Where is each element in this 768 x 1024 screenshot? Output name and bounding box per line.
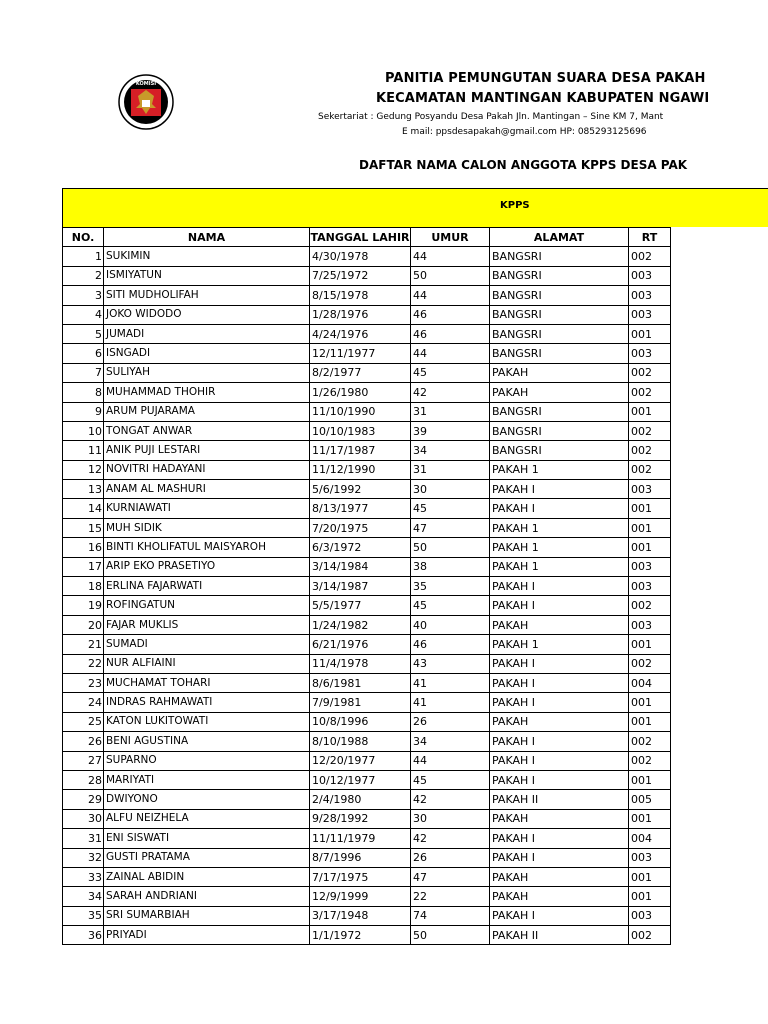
cell-rt: 002 xyxy=(629,751,671,770)
cell-tanggal-lahir: 10/10/1983 xyxy=(310,421,411,440)
cell-umur: 40 xyxy=(411,615,490,634)
cell-umur: 46 xyxy=(411,635,490,654)
cell-tanggal-lahir: 11/11/1979 xyxy=(310,829,411,848)
cell-rt: 001 xyxy=(629,712,671,731)
cell-tanggal-lahir: 8/15/1978 xyxy=(310,286,411,305)
cell-tanggal-lahir: 7/9/1981 xyxy=(310,693,411,712)
cell-rt: 002 xyxy=(629,732,671,751)
cell-rt: 003 xyxy=(629,577,671,596)
cell-rt: 003 xyxy=(629,615,671,634)
cell-rt: 003 xyxy=(629,906,671,925)
cell-tanggal-lahir: 6/21/1976 xyxy=(310,635,411,654)
cell-alamat: PAKAH I xyxy=(490,577,629,596)
cell-tanggal-lahir: 4/24/1976 xyxy=(310,324,411,343)
cell-no: 35 xyxy=(63,906,104,925)
cell-umur: 42 xyxy=(411,790,490,809)
cell-umur: 45 xyxy=(411,499,490,518)
cell-no: 14 xyxy=(63,499,104,518)
cell-tanggal-lahir: 10/8/1996 xyxy=(310,712,411,731)
cell-tanggal-lahir: 1/26/1980 xyxy=(310,383,411,402)
table-row xyxy=(63,712,671,731)
cell-rt: 001 xyxy=(629,324,671,343)
cell-nama: SUKIMIN xyxy=(104,247,310,266)
cell-alamat: PAKAH 1 xyxy=(490,460,629,479)
cell-umur: 44 xyxy=(411,751,490,770)
table-row xyxy=(63,829,671,848)
table-row xyxy=(63,615,671,634)
cell-alamat: PAKAH I xyxy=(490,480,629,499)
cell-no: 19 xyxy=(63,596,104,615)
cell-no: 10 xyxy=(63,421,104,440)
cell-no: 26 xyxy=(63,732,104,751)
cell-tanggal-lahir: 1/24/1982 xyxy=(310,615,411,634)
cell-alamat: PAKAH I xyxy=(490,693,629,712)
table-row xyxy=(63,790,671,809)
cell-tanggal-lahir: 7/20/1975 xyxy=(310,518,411,537)
cell-no: 12 xyxy=(63,460,104,479)
cell-alamat: BANGSRI xyxy=(490,266,629,285)
cell-nama: SITI MUDHOLIFAH xyxy=(104,286,310,305)
cell-tanggal-lahir: 7/17/1975 xyxy=(310,867,411,886)
cell-rt: 002 xyxy=(629,596,671,615)
kpps-band xyxy=(62,188,768,227)
cell-nama: ALFU NEIZHELA xyxy=(104,809,310,828)
cell-alamat: PAKAH xyxy=(490,615,629,634)
cell-tanggal-lahir: 9/28/1992 xyxy=(310,809,411,828)
cell-tanggal-lahir: 5/6/1992 xyxy=(310,480,411,499)
cell-umur: 39 xyxy=(411,421,490,440)
cell-umur: 30 xyxy=(411,480,490,499)
cell-alamat: PAKAH I xyxy=(490,906,629,925)
cell-no: 8 xyxy=(63,383,104,402)
col-header-no: NO. xyxy=(63,228,104,247)
cell-alamat: PAKAH xyxy=(490,363,629,382)
cell-no: 7 xyxy=(63,363,104,382)
table-row xyxy=(63,577,671,596)
table-row xyxy=(63,344,671,363)
cell-alamat: PAKAH I xyxy=(490,732,629,751)
cell-nama: MUHAMMAD THOHIR xyxy=(104,383,310,402)
cell-no: 22 xyxy=(63,654,104,673)
table-row xyxy=(63,499,671,518)
cell-nama: SRI SUMARBIAH xyxy=(104,906,310,925)
table-row xyxy=(63,654,671,673)
table-frame-left xyxy=(62,188,63,227)
cell-nama: ROFINGATUN xyxy=(104,596,310,615)
cell-rt: 002 xyxy=(629,363,671,382)
cell-nama: ANIK PUJI LESTARI xyxy=(104,441,310,460)
cell-nama: JUMADI xyxy=(104,324,310,343)
table-row xyxy=(63,557,671,576)
cell-umur: 30 xyxy=(411,809,490,828)
cell-tanggal-lahir: 11/17/1987 xyxy=(310,441,411,460)
cell-tanggal-lahir: 8/10/1988 xyxy=(310,732,411,751)
cell-rt: 005 xyxy=(629,790,671,809)
col-header-alamat: ALAMAT xyxy=(490,228,629,247)
cell-nama: BINTI KHOLIFATUL MAISYAROH xyxy=(104,538,310,557)
cell-alamat: BANGSRI xyxy=(490,324,629,343)
cell-rt: 003 xyxy=(629,557,671,576)
cell-umur: 44 xyxy=(411,247,490,266)
cell-umur: 41 xyxy=(411,693,490,712)
header-address: Sekertariat : Gedung Posyandu Desa Pakah Jln. Mantingan – Sine KM 7, Mant xyxy=(318,112,664,122)
cell-umur: 46 xyxy=(411,324,490,343)
cell-rt: 003 xyxy=(629,286,671,305)
cell-tanggal-lahir: 12/11/1977 xyxy=(310,344,411,363)
cell-no: 3 xyxy=(63,286,104,305)
cell-umur: 44 xyxy=(411,344,490,363)
cell-nama: ANAM AL MASHURI xyxy=(104,480,310,499)
cell-rt: 001 xyxy=(629,809,671,828)
cell-nama: ERLINA FAJARWATI xyxy=(104,577,310,596)
cell-umur: 46 xyxy=(411,305,490,324)
cell-rt: 003 xyxy=(629,344,671,363)
kpu-logo-icon xyxy=(118,74,174,130)
cell-no: 4 xyxy=(63,305,104,324)
cell-tanggal-lahir: 3/14/1987 xyxy=(310,577,411,596)
cell-alamat: PAKAH I xyxy=(490,499,629,518)
cell-nama: SULIYAH xyxy=(104,363,310,382)
cell-rt: 003 xyxy=(629,266,671,285)
cell-no: 2 xyxy=(63,266,104,285)
cell-rt: 002 xyxy=(629,654,671,673)
table-row xyxy=(63,751,671,770)
cell-alamat: PAKAH I xyxy=(490,829,629,848)
cell-alamat: PAKAH 1 xyxy=(490,557,629,576)
col-header-rt: RT xyxy=(629,228,671,247)
cell-no: 17 xyxy=(63,557,104,576)
cell-tanggal-lahir: 3/14/1984 xyxy=(310,557,411,576)
cell-rt: 002 xyxy=(629,441,671,460)
table-row xyxy=(63,732,671,751)
cell-umur: 22 xyxy=(411,887,490,906)
cell-alamat: PAKAH I xyxy=(490,596,629,615)
table-row xyxy=(63,383,671,402)
cell-tanggal-lahir: 11/4/1978 xyxy=(310,654,411,673)
cell-no: 29 xyxy=(63,790,104,809)
cell-umur: 74 xyxy=(411,906,490,925)
cell-rt: 003 xyxy=(629,480,671,499)
table-row xyxy=(63,441,671,460)
cell-nama: SARAH ANDRIANI xyxy=(104,887,310,906)
cell-umur: 45 xyxy=(411,363,490,382)
cell-no: 6 xyxy=(63,344,104,363)
cell-nama: PRIYADI xyxy=(104,926,310,945)
cell-rt: 002 xyxy=(629,421,671,440)
table-header-row xyxy=(63,228,671,247)
cell-tanggal-lahir: 3/17/1948 xyxy=(310,906,411,925)
cell-tanggal-lahir: 5/5/1977 xyxy=(310,596,411,615)
cell-no: 36 xyxy=(63,926,104,945)
cell-no: 16 xyxy=(63,538,104,557)
cell-rt: 003 xyxy=(629,305,671,324)
cell-tanggal-lahir: 2/4/1980 xyxy=(310,790,411,809)
cell-tanggal-lahir: 1/1/1972 xyxy=(310,926,411,945)
cell-alamat: PAKAH I xyxy=(490,751,629,770)
cell-umur: 26 xyxy=(411,848,490,867)
cell-nama: MUCHAMAT TOHARI xyxy=(104,673,310,692)
cell-nama: NOVITRI HADAYANI xyxy=(104,460,310,479)
cell-rt: 001 xyxy=(629,538,671,557)
cell-nama: ENI SISWATI xyxy=(104,829,310,848)
cell-alamat: PAKAH xyxy=(490,887,629,906)
table-row xyxy=(63,848,671,867)
table-row xyxy=(63,247,671,266)
cell-umur: 50 xyxy=(411,538,490,557)
cell-rt: 001 xyxy=(629,402,671,421)
cell-nama: KATON LUKITOWATI xyxy=(104,712,310,731)
cell-alamat: PAKAH xyxy=(490,383,629,402)
cell-alamat: PAKAH xyxy=(490,867,629,886)
cell-umur: 26 xyxy=(411,712,490,731)
table-row xyxy=(63,926,671,945)
cell-nama: ISMIYATUN xyxy=(104,266,310,285)
cell-alamat: PAKAH xyxy=(490,712,629,731)
table-row xyxy=(63,693,671,712)
cell-no: 30 xyxy=(63,809,104,828)
cell-umur: 31 xyxy=(411,402,490,421)
table-row xyxy=(63,286,671,305)
cell-no: 28 xyxy=(63,770,104,789)
cell-alamat: PAKAH I xyxy=(490,770,629,789)
cell-tanggal-lahir: 8/7/1996 xyxy=(310,848,411,867)
cell-no: 21 xyxy=(63,635,104,654)
cell-alamat: BANGSRI xyxy=(490,344,629,363)
cell-tanggal-lahir: 1/28/1976 xyxy=(310,305,411,324)
table-row xyxy=(63,266,671,285)
cell-rt: 001 xyxy=(629,867,671,886)
cell-umur: 41 xyxy=(411,673,490,692)
table-row xyxy=(63,673,671,692)
cell-rt: 001 xyxy=(629,518,671,537)
cell-nama: NUR ALFIAINI xyxy=(104,654,310,673)
cell-no: 9 xyxy=(63,402,104,421)
cell-no: 33 xyxy=(63,867,104,886)
cell-nama: MARIYATI xyxy=(104,770,310,789)
table-row xyxy=(63,421,671,440)
cell-rt: 002 xyxy=(629,383,671,402)
table-row xyxy=(63,596,671,615)
cell-nama: ARIP EKO PRASETIYO xyxy=(104,557,310,576)
cell-tanggal-lahir: 10/12/1977 xyxy=(310,770,411,789)
cell-umur: 34 xyxy=(411,441,490,460)
section-label-kpps: KPPS xyxy=(500,200,530,211)
cell-nama: KURNIAWATI xyxy=(104,499,310,518)
table-row xyxy=(63,518,671,537)
cell-no: 13 xyxy=(63,480,104,499)
cell-umur: 47 xyxy=(411,518,490,537)
table-row xyxy=(63,538,671,557)
table-row xyxy=(63,770,671,789)
cell-no: 27 xyxy=(63,751,104,770)
cell-alamat: BANGSRI xyxy=(490,247,629,266)
table-row xyxy=(63,363,671,382)
cell-rt: 003 xyxy=(629,848,671,867)
cell-nama: ZAINAL ABIDIN xyxy=(104,867,310,886)
cell-no: 15 xyxy=(63,518,104,537)
table-row xyxy=(63,809,671,828)
cell-alamat: PAKAH xyxy=(490,809,629,828)
cell-umur: 50 xyxy=(411,266,490,285)
table-row xyxy=(63,906,671,925)
cell-nama: FAJAR MUKLIS xyxy=(104,615,310,634)
cell-alamat: PAKAH I xyxy=(490,673,629,692)
cell-no: 32 xyxy=(63,848,104,867)
cell-alamat: PAKAH I xyxy=(490,654,629,673)
cell-alamat: BANGSRI xyxy=(490,441,629,460)
table-row xyxy=(63,635,671,654)
cell-rt: 001 xyxy=(629,499,671,518)
cell-nama: BENI AGUSTINA xyxy=(104,732,310,751)
cell-rt: 001 xyxy=(629,770,671,789)
cell-no: 20 xyxy=(63,615,104,634)
cell-alamat: PAKAH 1 xyxy=(490,538,629,557)
cell-umur: 42 xyxy=(411,383,490,402)
cell-umur: 45 xyxy=(411,596,490,615)
cell-tanggal-lahir: 4/30/1978 xyxy=(310,247,411,266)
cell-rt: 001 xyxy=(629,693,671,712)
cell-tanggal-lahir: 7/25/1972 xyxy=(310,266,411,285)
table-frame-top xyxy=(62,188,768,189)
table-row xyxy=(63,480,671,499)
cell-tanggal-lahir: 11/12/1990 xyxy=(310,460,411,479)
cell-alamat: PAKAH II xyxy=(490,926,629,945)
cell-no: 24 xyxy=(63,693,104,712)
cell-alamat: BANGSRI xyxy=(490,421,629,440)
cell-nama: JOKO WIDODO xyxy=(104,305,310,324)
cell-umur: 50 xyxy=(411,926,490,945)
cell-tanggal-lahir: 6/3/1972 xyxy=(310,538,411,557)
header-contact: E mail: ppsdesapakah@gmail.com HP: 085293125696 xyxy=(402,127,647,137)
table-row xyxy=(63,402,671,421)
cell-nama: ISNGADI xyxy=(104,344,310,363)
logo-text-top: KOMISI xyxy=(135,81,157,87)
col-header-umur: UMUR xyxy=(411,228,490,247)
cell-umur: 47 xyxy=(411,867,490,886)
cell-no: 1 xyxy=(63,247,104,266)
header-line-2: KECAMATAN MANTINGAN KABUPATEN NGAWI xyxy=(376,91,710,106)
cell-nama: INDRAS RAHMAWATI xyxy=(104,693,310,712)
cell-alamat: PAKAH 1 xyxy=(490,635,629,654)
cell-tanggal-lahir: 11/10/1990 xyxy=(310,402,411,421)
cell-tanggal-lahir: 12/9/1999 xyxy=(310,887,411,906)
cell-alamat: BANGSRI xyxy=(490,305,629,324)
cell-rt: 002 xyxy=(629,926,671,945)
cell-rt: 001 xyxy=(629,887,671,906)
candidate-table xyxy=(62,227,671,945)
header-line-1: PANITIA PEMUNGUTAN SUARA DESA PAKAH xyxy=(385,71,706,86)
cell-tanggal-lahir: 12/20/1977 xyxy=(310,751,411,770)
cell-nama: SUPARNO xyxy=(104,751,310,770)
cell-umur: 38 xyxy=(411,557,490,576)
cell-no: 34 xyxy=(63,887,104,906)
cell-rt: 001 xyxy=(629,635,671,654)
cell-rt: 004 xyxy=(629,829,671,848)
table-body xyxy=(63,247,671,945)
cell-tanggal-lahir: 8/2/1977 xyxy=(310,363,411,382)
cell-nama: ARUM PUJARAMA xyxy=(104,402,310,421)
cell-umur: 35 xyxy=(411,577,490,596)
document-title: DAFTAR NAMA CALON ANGGOTA KPPS DESA PAK xyxy=(359,158,688,172)
table-row xyxy=(63,305,671,324)
cell-nama: GUSTI PRATAMA xyxy=(104,848,310,867)
cell-rt: 002 xyxy=(629,247,671,266)
cell-umur: 34 xyxy=(411,732,490,751)
cell-alamat: BANGSRI xyxy=(490,402,629,421)
cell-no: 11 xyxy=(63,441,104,460)
table-row xyxy=(63,324,671,343)
cell-no: 25 xyxy=(63,712,104,731)
cell-umur: 43 xyxy=(411,654,490,673)
table-row xyxy=(63,887,671,906)
cell-nama: MUH SIDIK xyxy=(104,518,310,537)
cell-umur: 31 xyxy=(411,460,490,479)
cell-rt: 004 xyxy=(629,673,671,692)
table-row xyxy=(63,867,671,886)
cell-umur: 44 xyxy=(411,286,490,305)
cell-alamat: BANGSRI xyxy=(490,286,629,305)
cell-nama: DWIYONO xyxy=(104,790,310,809)
cell-no: 31 xyxy=(63,829,104,848)
cell-no: 18 xyxy=(63,577,104,596)
cell-no: 5 xyxy=(63,324,104,343)
cell-alamat: PAKAH I xyxy=(490,848,629,867)
cell-nama: SUMADI xyxy=(104,635,310,654)
cell-tanggal-lahir: 8/13/1977 xyxy=(310,499,411,518)
cell-umur: 42 xyxy=(411,829,490,848)
col-header-nama: NAMA xyxy=(104,228,310,247)
cell-umur: 45 xyxy=(411,770,490,789)
cell-no: 23 xyxy=(63,673,104,692)
cell-nama: TONGAT ANWAR xyxy=(104,421,310,440)
col-header-tanggal-lahir: TANGGAL LAHIR xyxy=(310,228,411,247)
cell-rt: 002 xyxy=(629,460,671,479)
cell-tanggal-lahir: 8/6/1981 xyxy=(310,673,411,692)
table-row xyxy=(63,460,671,479)
cell-alamat: PAKAH II xyxy=(490,790,629,809)
cell-alamat: PAKAH 1 xyxy=(490,518,629,537)
